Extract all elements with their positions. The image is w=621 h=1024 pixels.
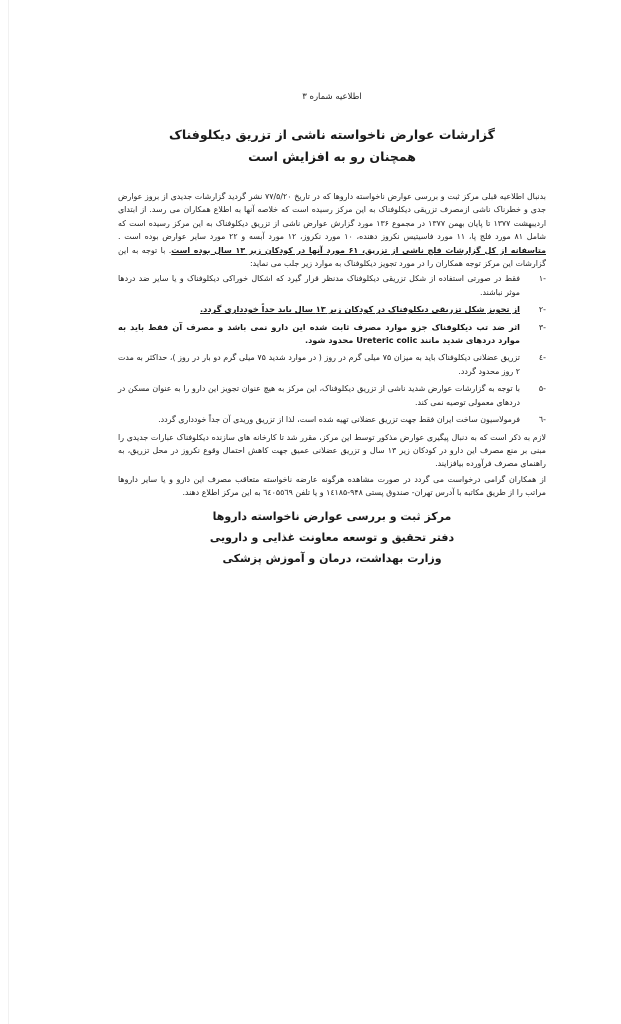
item-number: -۵ (538, 384, 546, 394)
list-item (118, 303, 546, 316)
signature-block (118, 506, 546, 569)
intro-paragraph (118, 190, 546, 270)
intro-text: بدنبال اطلاعیه قبلی مرکز ثبت و بررسی عوارض ناخواسته داروها که در تاریخ ۷۷/۵/۲۰ نشر گردید گزارشات جدیدی از بروز عوارض جدی و خطرناک ناشی ازمصرف تزریقی دیکلوفناک به این مرکز رسیده است که خلاصه آنها به اطلاع همکاران می رسد. از ابتدای اردیبهشت ۱۳۷۷ تا پایان بهمن ۱۳۷۷ در مجموع ۱۳۶ مورد گزارش عوارض ناشی از تزریق دیکلوفناک به این مرکز رسیده است که شامل ۸۱ مورد فلج پا، ۱۱ مورد فاسیتیس نکروز دهنده، ۱۰ مورد نکروز، ۱۲ مورد آبسه و ۲۲ مورد سایر عوارض بوده است . (118, 192, 547, 242)
item-latin-term: Ureteric colic (356, 335, 418, 346)
item-text: فرمولاسیون ساخت ایران فقط جهت تزریق عضلانی تهیه شده است، لذا از تزریق وریدی آن جداً خودداری گردد. (158, 415, 520, 425)
intro-text-after: . با توجه به این گزارشات این مرکز توجه همکاران را در مورد تجویز دیکلوفناک به موارد زیر جلب می نماید: (118, 245, 546, 269)
title-line-2: همچنان رو به افزایش است (248, 149, 416, 164)
item-text-before: اثر ضد تب دیکلوفناک جزو موارد مصرف ثابت شده این دارو نمی باشد و مصرف آن فقط باید به موارد دردهای شدید مانند (118, 321, 520, 346)
item-text: فقط در صورتی استفاده از شکل تزریقی دیکلوفناک مدنظر قرار گیرد که اشکال خوراکی دیکلوفناک و یا سایر ضد دردها موثر نباشند. (118, 274, 520, 297)
item-number: -٤ (538, 353, 546, 363)
item-text: تزریق عضلانی دیکلوفناک باید به میزان ۷۵ میلی گرم در روز ( در موارد شدید ۷۵ میلی گرم دو بار در روز )، حداکثر به مدت ۲ روز محدود گردد. (118, 353, 520, 376)
list-item (118, 272, 546, 299)
item-number: -٦ (538, 415, 546, 425)
item-text-after: محدود شود. (305, 335, 354, 346)
notice-document (118, 92, 546, 569)
signature-line-3: وزارت بهداشت، درمان و آموزش پزشکی (222, 551, 442, 565)
title-line-1: گزارشات عوارض ناخواسته ناشی از تزریق دیکلوفناک (169, 127, 495, 142)
closing-paragraph-2: از همکاران گرامی درخواست می گردد در صورت مشاهده هرگونه عارضه ناخواسته متعاقب مصرف این دارو و یا سایر داروها مراتب را از طریق مکاتبه با آدرس تهران- صندوق پستی ۹۴۸-۱٤۱۸۵ و یا تلفن ٦٤۰۵٥٦۹ به این مرکز اطلاع دهند. (118, 474, 546, 498)
list-item (118, 351, 546, 378)
signature-line-2: دفتر تحقیق و توسعه معاونت غذایی و دارویی (209, 530, 455, 544)
item-number: -۲ (538, 305, 546, 315)
item-number: -۱ (538, 274, 546, 284)
item-text: با توجه به گزارشات عوارض شدید ناشی از تزریق دیکلوفناک، این مرکز به هیچ عنوان تجویز این دارو را به عنوان مسکن در دردهای معمولی توصیه نمی کند. (118, 384, 520, 407)
item-text: از تجویز شکل تزریقی دیکلوفناک در کودکان زیر ۱۳ سال باید جداً خودداری گردد. (200, 304, 520, 315)
item-number: -۳ (538, 322, 546, 332)
recommendations-list (118, 272, 546, 426)
list-item (118, 321, 546, 348)
list-item (118, 413, 546, 426)
item-text (118, 321, 520, 348)
page-edge-shadow (8, 0, 9, 1024)
signature-line-1: مرکز ثبت و بررسی عوارض ناخواسته داروها (212, 509, 452, 523)
notice-number: اطلاعیه شماره ۳ (302, 92, 362, 102)
intro-highlight: متاسفانه از کل گزارشات فلج ناشی از تزریق، ۶۱ مورد آنها در کودکان زیر ۱۳ سال بوده است (171, 245, 547, 255)
closing-paragraph-1: لازم به ذکر است که به دنبال پیگیری عوارض مذکور توسط این مرکز، مقرر شد تا کارخانه های سازنده دیکلوفناک عبارات جدیدی را مبنی بر منع مصرف این دارو در کودکان زیر ۱۳ سال و تزریق عضلانی عمیق جهت کاهش احتمال وقوع نکروز در محل تزریق، به راهنمای مصرف فرآورده بیافزایند. (118, 432, 546, 469)
document-title (118, 124, 546, 168)
list-item (118, 382, 546, 409)
